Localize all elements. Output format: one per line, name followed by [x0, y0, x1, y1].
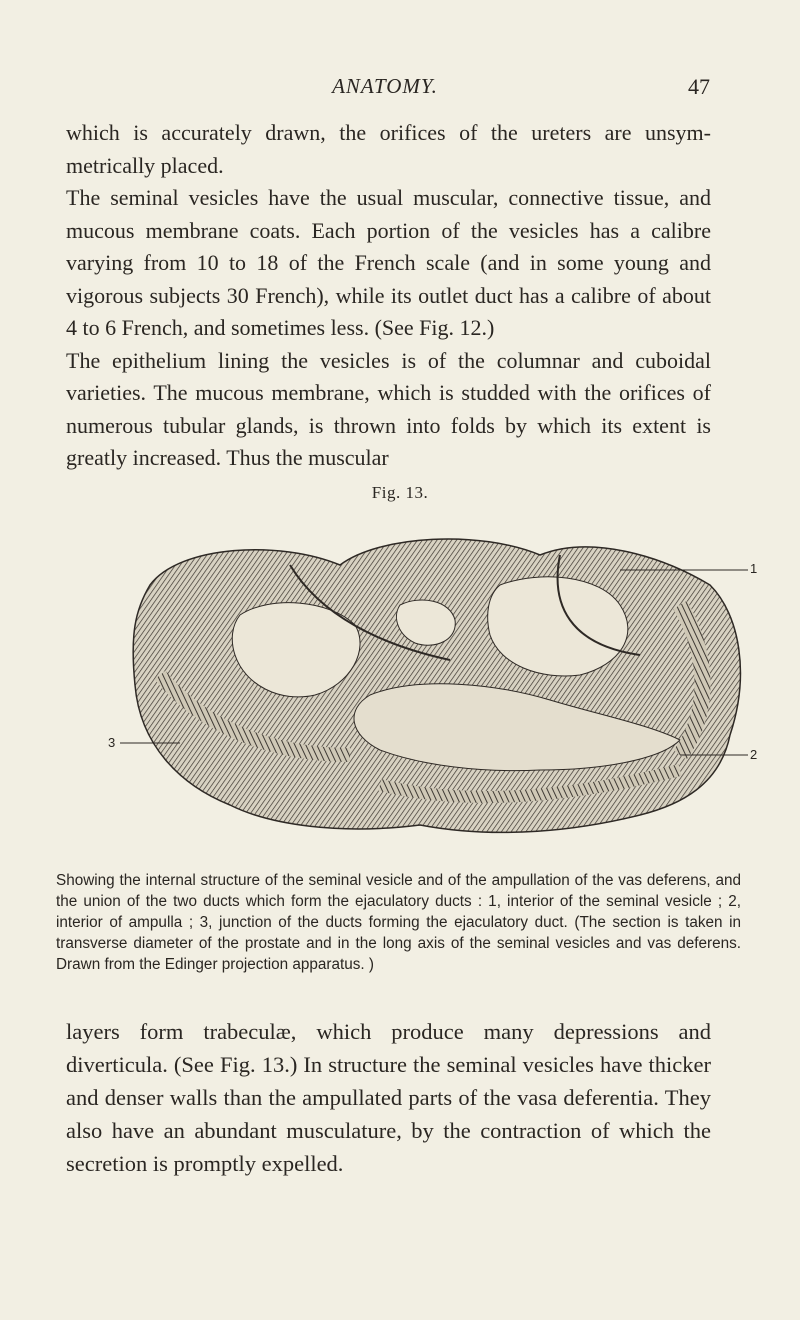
figure-caption — [56, 870, 741, 975]
figure-label: Fig. 13. — [371, 483, 429, 502]
page-number: 47 — [688, 74, 710, 99]
paragraph-continuation: which is accurately drawn, the orifices of the ureters are unsym-metrically placed. — [66, 120, 711, 178]
figure-illustration — [108, 525, 760, 855]
body-text-top — [66, 117, 711, 475]
seminal-vesicle-section-drawing — [120, 525, 760, 855]
paragraph-epithelium: The epithelium lining the vesicles is of the columnar and cuboidal varieties. The mucous membrane, which is studded with the orifices of numerous tubular glands, is thrown into folds by which its extent is greatly increased. Thus the muscular — [66, 347, 711, 470]
figure-caption-text: Showing the internal structure of the seminal vesicle and of the ampullation of the vas deferens, and the union of the two ducts which form the ejaculatory ducts : 1, interior of the seminal vesicle ; 2, interior of ampulla ; 3, junction of the ducts forming the ejaculatory duct. (The section is taken in transverse diameter of the prostate and in the long axis of the seminal vesicles and vas deferens. Drawn from the Edinger projection apparatus. ) — [56, 872, 741, 973]
body-text-bottom — [66, 1015, 711, 1180]
callout-1: 1 — [750, 561, 758, 576]
paragraph-trabeculae: layers form trabeculæ, which produce many depressions and diverticula. (See Fig. 13.) In structure the seminal vesicles have thicker and denser walls than the ampullated parts of the vasa deferentia. They also have an abundant musculature, by the contraction of which the secretion is promptly expelled. — [66, 1019, 711, 1176]
running-head — [60, 74, 710, 104]
running-title: ANATOMY. — [332, 74, 438, 98]
paragraph-seminal-vesicles: The seminal vesicles have the usual muscular, connective tissue, and mucous membrane coats. Each portion of the vesicles has a calibre varying from 10 to 18 of the French scale (and in some young and vigorous subjects 30 French), while its outlet duct has a calibre of about 4 to 6 French, and sometimes less. (See Fig. 12.) — [66, 185, 711, 340]
callout-2: 2 — [750, 747, 758, 762]
callout-3: 3 — [108, 735, 116, 750]
